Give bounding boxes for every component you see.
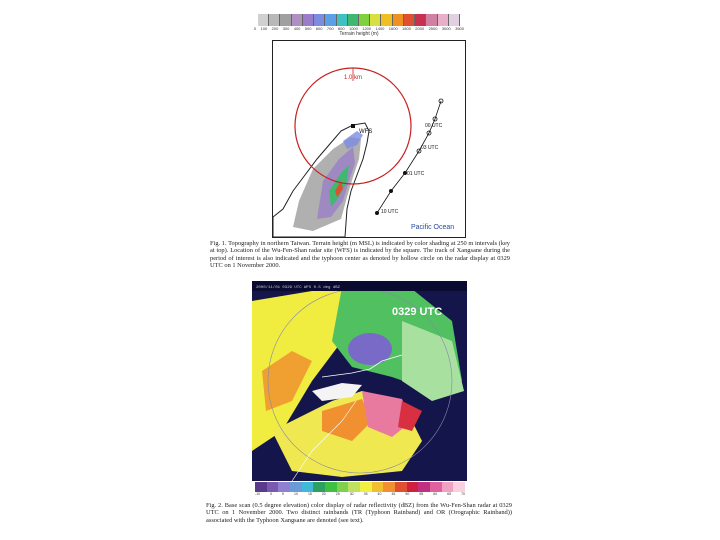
colorbar-swatch [292,14,303,26]
colorbar-swatch [438,14,449,26]
colorbar-swatch [280,14,291,26]
colorbar-swatch [303,14,314,26]
track-label: 10 UTC [381,209,399,215]
colorbar-tick: 700 [326,26,334,31]
colorbar-swatch [370,14,381,26]
colorbar-tick: 0 [270,492,273,496]
colorbar-tick: 3000 [441,26,451,31]
colorbar-tick: 1000 [348,26,358,31]
colorbar-swatch [442,482,454,492]
colorbar-swatch [348,482,360,492]
colorbar-tick: 55 [419,492,424,496]
taiwan-topography-map [272,40,466,238]
colorbar-swatch [360,482,372,492]
colorbar-swatch [449,14,460,26]
colorbar-swatch [337,14,348,26]
colorbar-swatch [359,14,370,26]
figure-1-caption-text: Fig. 1. Topography in northern Taiwan. Terrain height (m MSL) is indicated by color shading at 250 m intervals (key at top). Location of the Wu-Fen-Shan radar site (WFS) is indicated by the square. The track of Xangsane during the period of interest is also indicated and the typhoon center as denoted by hollow circle on the radar display at 0329 UTC on 1 November 2000. [210,240,510,269]
track-point [375,211,379,215]
radar-reflectivity-display [252,281,467,481]
colorbar-swatch [395,482,407,492]
colorbar-tick: 400 [293,26,301,31]
colorbar-swatch [325,14,336,26]
colorbar-swatch [314,14,325,26]
colorbar-swatch [337,482,349,492]
colorbar-tick: 2500 [428,26,438,31]
colorbar-swatch [393,14,404,26]
colorbar-swatch [430,482,442,492]
colorbar-tick: 600 [315,26,323,31]
radar-header: 2000/11/01 0329 UTC WFS 0.5 deg dBZ [256,286,341,290]
figure-1-caption [210,240,510,269]
colorbar-swatch [426,14,437,26]
colorbar-tick: 300 [282,26,290,31]
colorbar-tick: 20 [321,492,326,496]
colorbar-swatch [258,14,269,26]
track-label: 03 UTC [421,145,439,151]
colorbar-tick: 500 [304,26,312,31]
figure-2-caption [206,502,512,524]
colorbar-tick: 1400 [375,26,385,31]
colorbar-tick: 50 [405,492,410,496]
colorbar-tick: 65 [447,492,452,496]
typhoon-track [377,101,441,213]
colorbar-swatch [418,482,430,492]
colorbar-swatch [313,482,325,492]
radar-label: WFS [359,129,373,135]
colorbar-tick: 800 [337,26,345,31]
radar-site-marker [351,124,355,128]
colorbar-swatch [278,482,290,492]
colorbar-tick: 35 [363,492,368,496]
topography-svg [273,41,465,237]
track-point [389,189,393,193]
colorbar-tick: 45 [391,492,396,496]
colorbar-tick: 5 [282,492,284,496]
colorbar-swatch [415,14,426,26]
colorbar-swatch [255,482,267,492]
colorbar-swatch [348,14,359,26]
colorbar-tick: 100 [260,26,268,31]
colorbar-tick: 1800 [402,26,411,31]
colorbar-tick: 40 [377,492,382,496]
colorbar-tick: 15 [307,492,312,496]
terrain-colorbar-label: Terrain height (m) [339,31,379,37]
colorbar-tick: 10 [294,492,298,496]
colorbar-swatch [404,14,415,26]
colorbar-swatch [383,482,395,492]
reflectivity-colorbar [255,482,465,492]
colorbar-tick: 30 [349,492,354,496]
colorbar-tick: 2000 [415,26,425,31]
colorbar-tick: 1600 [388,26,398,31]
radar-svg [252,281,467,481]
track-label: 00 UTC [425,123,443,129]
colorbar-tick: 0 [254,26,257,31]
colorbar-swatch [372,482,384,492]
colorbar-tick: 25 [335,492,340,496]
terrain-colorbar [258,14,460,26]
colorbar-tick: -10 [255,492,261,496]
colorbar-swatch [407,482,419,492]
colorbar-swatch [381,14,392,26]
ocean-label: Pacific Ocean [411,224,455,231]
radar-time-label: 0329 UTC [392,306,443,318]
colorbar-tick: 70 [461,492,465,496]
colorbar-tick: 3500 [455,26,464,31]
colorbar-swatch [453,482,465,492]
track-label: 01 UTC [407,171,425,177]
circle-label: 1.0 km [343,75,363,81]
colorbar-swatch [325,482,337,492]
colorbar-swatch [267,482,279,492]
colorbar-swatch [290,482,302,492]
reflectivity-colorbar-ticks [255,492,465,498]
colorbar-swatch [302,482,314,492]
figure-2-caption-text: Fig. 2. Base scan (0.5 degree elevation) color display of radar reflectivity (dBZ) from the Wu-Fen-Shan radar at 0329 UTC on 1 November 2000. Two distinct rainbands (TR (Typhoon Rainband) and OR (Orographic Rainband)) associated with the Typhoon Xangsane are denoted (see text). [206,502,512,524]
colorbar-tick: 1200 [362,26,372,31]
colorbar-tick: 60 [433,492,438,496]
colorbar-tick: 200 [271,26,279,31]
colorbar-swatch [269,14,280,26]
